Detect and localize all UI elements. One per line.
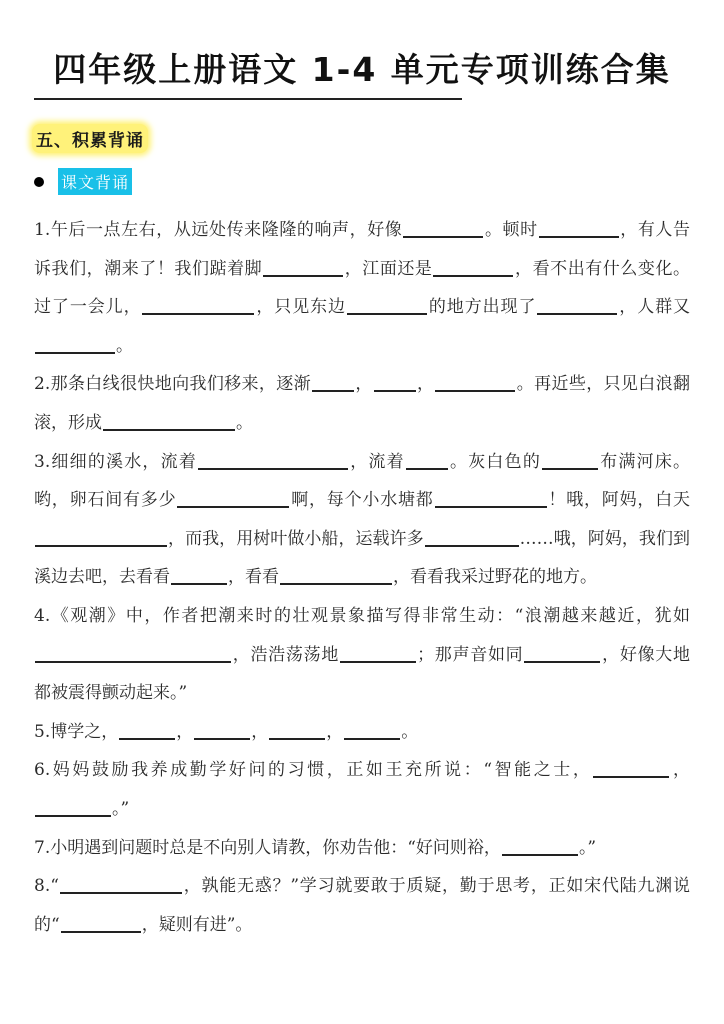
question-number: 7. bbox=[34, 837, 51, 858]
subheading-row bbox=[34, 168, 132, 195]
question-text: ，浩浩荡荡地 bbox=[232, 644, 340, 665]
question-text: ， bbox=[251, 721, 269, 742]
question-4 bbox=[34, 597, 690, 713]
question-text: 布满河床。哟，卵石间有多少 bbox=[34, 451, 691, 511]
question-text: ，孰能无惑？”学习就要敢于质疑，勤于思考，正如宋代陆九渊说的“ bbox=[34, 876, 690, 935]
question-text: ！哦，阿妈，白天 bbox=[547, 490, 691, 511]
question-text: 细细的溪水，流着 bbox=[50, 451, 198, 472]
answer-blank[interactable] bbox=[403, 235, 483, 238]
question-text: 。 bbox=[116, 335, 133, 356]
question-number: 8. bbox=[34, 876, 51, 897]
question-text: “ bbox=[50, 876, 59, 897]
question-text: ；那声音如同 bbox=[417, 644, 524, 665]
question-text: ， bbox=[176, 721, 194, 742]
question-text: ， bbox=[354, 374, 373, 395]
answer-blank[interactable] bbox=[593, 775, 669, 778]
answer-blank[interactable] bbox=[344, 737, 400, 740]
question-text: ，流着 bbox=[349, 451, 405, 472]
answer-blank[interactable] bbox=[35, 544, 167, 547]
question-text: 妈妈鼓励我养成勤学好问的习惯，正如王充所说：“智能之士， bbox=[50, 760, 593, 781]
subheading-label: 课文背诵 bbox=[58, 168, 132, 195]
question-text: ，看不出有什么变化。过了一会儿， bbox=[34, 258, 691, 318]
question-text: ……哦，阿妈，我们到溪边去吧，去看看 bbox=[34, 528, 691, 588]
question-text: ，只见东边 bbox=[255, 297, 346, 318]
answer-blank[interactable] bbox=[537, 312, 617, 315]
question-text: 。再近些，只见白浪翻滚，形成 bbox=[34, 374, 691, 433]
question-text: ，人群又 bbox=[618, 297, 691, 318]
page-title: 四年级上册语文 1-4 单元专项训练合集 bbox=[53, 50, 671, 90]
question-1 bbox=[34, 211, 690, 365]
question-text: 。 bbox=[236, 412, 253, 433]
question-text: 。灰白色的 bbox=[448, 451, 542, 472]
answer-blank[interactable] bbox=[103, 428, 235, 431]
question-7 bbox=[34, 829, 690, 868]
question-text: ，好像大地都被震得颤动起来。” bbox=[34, 644, 691, 704]
bullet-dot-icon bbox=[34, 177, 44, 187]
question-6 bbox=[34, 751, 690, 828]
question-text: ，看看 bbox=[228, 567, 279, 588]
question-number: 4. bbox=[34, 605, 51, 626]
question-text: ，而我，用树叶做小船，运载许多 bbox=[168, 528, 424, 549]
question-text: 博学之， bbox=[50, 721, 119, 742]
question-text: ，有人告诉我们，潮来了！我们踮着脚 bbox=[34, 220, 690, 279]
title-divider bbox=[34, 98, 462, 100]
answer-blank[interactable] bbox=[61, 930, 141, 933]
question-number: 3. bbox=[34, 451, 51, 472]
question-text: ，看看我采过野花的地方。 bbox=[393, 567, 597, 588]
answer-blank[interactable] bbox=[435, 505, 547, 508]
question-text: 小明遇到问题时总是不向别人请教，你劝告他：“好问则裕， bbox=[50, 837, 501, 858]
question-text: 午后一点左右，从远处传来隆隆的响声，好像 bbox=[50, 220, 403, 240]
question-list bbox=[34, 211, 690, 944]
question-5 bbox=[34, 713, 690, 752]
question-3 bbox=[34, 443, 690, 597]
answer-blank[interactable] bbox=[171, 582, 227, 585]
answer-blank[interactable] bbox=[435, 389, 515, 392]
answer-blank[interactable] bbox=[340, 660, 416, 663]
section-heading: 五、积累背诵 bbox=[32, 124, 148, 153]
question-text: ， bbox=[416, 374, 435, 395]
question-text: 啊，每个小水塘都 bbox=[290, 490, 434, 511]
answer-blank[interactable] bbox=[119, 737, 175, 740]
answer-blank[interactable] bbox=[433, 274, 513, 277]
answer-blank[interactable] bbox=[374, 389, 416, 392]
answer-blank[interactable] bbox=[35, 660, 231, 663]
question-8 bbox=[34, 867, 690, 944]
question-number: 6. bbox=[34, 760, 51, 781]
question-text: 。顿时 bbox=[484, 220, 538, 240]
answer-blank[interactable] bbox=[425, 544, 519, 547]
answer-blank[interactable] bbox=[539, 235, 619, 238]
answer-blank[interactable] bbox=[502, 853, 578, 856]
question-number: 1. bbox=[34, 220, 51, 240]
answer-blank[interactable] bbox=[406, 467, 448, 470]
question-text: 《观潮》中，作者把潮来时的壮观景象描写得非常生动：“浪潮越来越近，犹如 bbox=[50, 605, 690, 626]
question-text: ， bbox=[670, 760, 690, 781]
answer-blank[interactable] bbox=[194, 737, 250, 740]
question-number: 5. bbox=[34, 721, 51, 742]
question-text: 的地方出现了 bbox=[427, 297, 537, 318]
answer-blank[interactable] bbox=[269, 737, 325, 740]
answer-blank[interactable] bbox=[35, 351, 115, 354]
answer-blank[interactable] bbox=[347, 312, 427, 315]
answer-blank[interactable] bbox=[142, 312, 254, 315]
question-text: 。 bbox=[401, 721, 419, 742]
answer-blank[interactable] bbox=[177, 505, 289, 508]
question-text: 那条白线很快地向我们移来，逐渐 bbox=[50, 374, 311, 395]
question-text: 。” bbox=[578, 837, 597, 858]
answer-blank[interactable] bbox=[35, 814, 111, 817]
answer-blank[interactable] bbox=[542, 467, 598, 470]
question-text: 。” bbox=[112, 798, 130, 819]
question-text: ，江面还是 bbox=[344, 258, 433, 279]
question-number: 2. bbox=[34, 374, 51, 395]
question-text: ， bbox=[326, 721, 344, 742]
answer-blank[interactable] bbox=[263, 274, 343, 277]
answer-blank[interactable] bbox=[524, 660, 600, 663]
answer-blank[interactable] bbox=[198, 467, 348, 470]
answer-blank[interactable] bbox=[312, 389, 354, 392]
question-2 bbox=[34, 365, 690, 442]
answer-blank[interactable] bbox=[280, 582, 392, 585]
answer-blank[interactable] bbox=[60, 891, 182, 894]
question-text: ，疑则有进”。 bbox=[141, 914, 253, 935]
